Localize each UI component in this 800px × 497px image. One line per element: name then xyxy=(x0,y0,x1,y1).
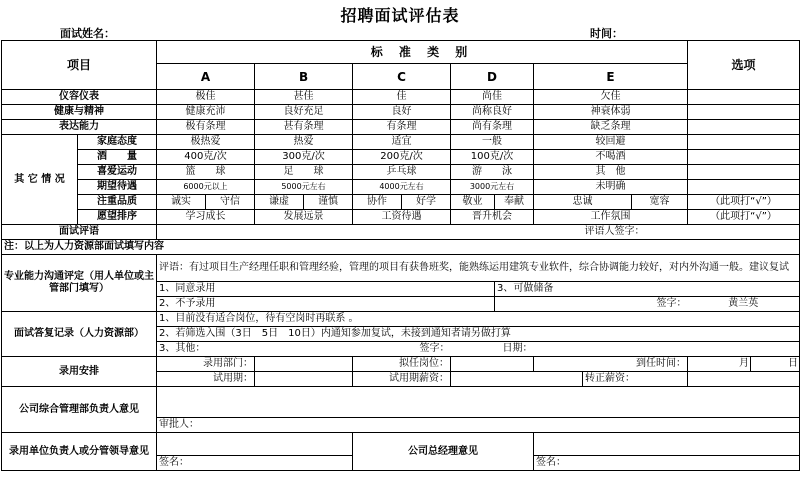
row-label: 喜爱运动 xyxy=(78,165,157,180)
interview-comment-label: 面试评语 xyxy=(2,225,157,240)
quality-option[interactable]: 宽容 xyxy=(632,195,688,210)
interviewee-name-label: 面试姓名： xyxy=(60,27,115,40)
row-sports xyxy=(2,165,800,180)
cell-d[interactable]: 游 泳 xyxy=(451,165,534,180)
cell-d[interactable]: 100克/次 xyxy=(451,150,534,165)
option-cell[interactable] xyxy=(688,135,800,150)
cell-a[interactable]: 400克/次 xyxy=(157,150,255,165)
grade-d: D xyxy=(451,64,534,90)
hire-dept-label: 录用部门： xyxy=(157,357,255,372)
row-quality xyxy=(2,195,800,210)
row-label: 健康与精神 xyxy=(2,105,157,120)
interview-comment-field[interactable] xyxy=(157,225,583,240)
option-cell[interactable] xyxy=(688,120,800,135)
wish-option[interactable]: 发展远景 xyxy=(255,210,353,225)
col-standard-header: 标 准 类 别 xyxy=(157,41,688,64)
probation-salary-label: 试用期薪资： xyxy=(353,372,451,387)
cell-e[interactable]: 欠佳 xyxy=(534,90,688,105)
cell-d[interactable]: 一般 xyxy=(451,135,534,150)
sign-label: 签字： xyxy=(495,297,688,312)
unit-opinion-field[interactable] xyxy=(157,433,353,456)
option-reserve[interactable]: 3、可做储备 xyxy=(495,282,800,297)
row-label: 仪容仪表 xyxy=(2,90,157,105)
regular-salary-label: 转正薪资： xyxy=(583,372,688,387)
row-alcohol xyxy=(2,150,800,165)
wish-option[interactable]: 工资待遇 xyxy=(353,210,451,225)
hr-note: 注：以上为人力资源部面试填写内容 xyxy=(2,240,800,255)
cell-b[interactable]: 热爱 xyxy=(255,135,353,150)
cell-a[interactable]: 6000元以上 xyxy=(157,180,255,195)
row-wish xyxy=(2,210,800,225)
reexam-line-1[interactable]: 1、目前没有适合岗位，待有空岗时再联系 。 xyxy=(157,312,800,327)
cell-e[interactable]: 其 他 xyxy=(534,165,688,180)
quality-option[interactable]: 好学 xyxy=(402,195,451,210)
row-hire-1 xyxy=(2,357,800,372)
quality-option[interactable]: 奉献 xyxy=(495,195,534,210)
quality-option[interactable]: 忠诚 xyxy=(534,195,632,210)
cell-d[interactable]: 尚称良好 xyxy=(451,105,534,120)
row-note xyxy=(2,240,800,255)
cell-a[interactable]: 极佳 xyxy=(157,90,255,105)
row-unit-opinion xyxy=(2,433,800,456)
cell-b[interactable]: 甚有条理 xyxy=(255,120,353,135)
probation-label: 试用期： xyxy=(157,372,255,387)
reexam-sign-label: 签字： xyxy=(353,342,451,357)
cell-a[interactable]: 健康充沛 xyxy=(157,105,255,120)
option-cell[interactable] xyxy=(688,90,800,105)
row-label: 表达能力 xyxy=(2,120,157,135)
hire-position-label: 拟任岗位： xyxy=(353,357,451,372)
col-item-header: 项目 xyxy=(2,41,157,90)
gm-opinion-field[interactable] xyxy=(534,433,800,456)
reexam-date-field[interactable] xyxy=(534,342,800,357)
professional-comment[interactable]: 评语：有过项目生产经理任职和管理经验，管理的项目有获鲁班奖，能熟练运用建筑专业软件，综合协调能力较好，对内外沟通一般。建议复试 xyxy=(157,255,800,282)
option-cell[interactable] xyxy=(688,105,800,120)
row-label: 期望待遇 xyxy=(78,180,157,195)
row-interview-comment xyxy=(2,225,800,240)
cell-c[interactable]: 200克/次 xyxy=(353,150,451,165)
hire-arrangement-label: 录用安排 xyxy=(2,357,157,387)
admin-opinion-field[interactable] xyxy=(157,387,800,418)
reexam-record-label: 面试答复记录（人力资源部） xyxy=(2,312,157,357)
cell-b[interactable]: 良好充足 xyxy=(255,105,353,120)
probation-field[interactable] xyxy=(255,372,353,387)
cell-b[interactable]: 甚佳 xyxy=(255,90,353,105)
grade-e: E xyxy=(534,64,688,90)
option-reject[interactable]: 2、不予录用 xyxy=(157,297,495,312)
row-expression xyxy=(2,120,800,135)
col-options-header: 选项 xyxy=(688,41,800,90)
cell-d[interactable]: 尚有条理 xyxy=(451,120,534,135)
cell-e[interactable]: 不喝酒 xyxy=(534,150,688,165)
other-situation-label: 其 它 情 况 xyxy=(2,135,78,225)
wish-option[interactable]: 晋升机会 xyxy=(451,210,534,225)
cell-c[interactable]: 适宜 xyxy=(353,135,451,150)
row-label: 注重品质 xyxy=(78,195,157,210)
row-label: 家庭态度 xyxy=(78,135,157,150)
hire-arrival-label: 到任时间： xyxy=(534,357,688,372)
row-label: 愿望排序 xyxy=(78,210,157,225)
cell-d[interactable]: 尚佳 xyxy=(451,90,534,105)
quality-note: （此项打“√”） xyxy=(688,195,800,210)
grade-c: C xyxy=(353,64,451,90)
row-label: 酒 量 xyxy=(78,150,157,165)
professional-eval-label: 专业能力沟通评定（用人单位或主管部门填写） xyxy=(2,255,157,312)
probation-salary-field[interactable] xyxy=(451,372,583,387)
unit-leader-opinion-label: 录用单位负责人或分管领导意见 xyxy=(2,433,157,471)
cell-c[interactable]: 佳 xyxy=(353,90,451,105)
quality-option[interactable]: 敬业 xyxy=(451,195,495,210)
row-admin-opinion xyxy=(2,387,800,418)
cell-c[interactable]: 有条理 xyxy=(353,120,451,135)
cell-b[interactable]: 300克/次 xyxy=(255,150,353,165)
row-reexam-1 xyxy=(2,312,800,327)
hire-dept-field[interactable] xyxy=(255,357,353,372)
hire-day[interactable]: 日 xyxy=(751,357,800,372)
unit-signature[interactable]: 签名： xyxy=(157,456,353,471)
quality-option[interactable]: 谨慎 xyxy=(304,195,353,210)
cell-e[interactable]: 未明确 xyxy=(534,180,688,195)
quality-option[interactable]: 守信 xyxy=(206,195,255,210)
grade-b: B xyxy=(255,64,353,90)
reexam-other[interactable]: 3、其他： xyxy=(157,342,353,357)
hire-position-field[interactable] xyxy=(451,357,534,372)
grade-a: A xyxy=(157,64,255,90)
cell-c[interactable]: 4000元左右 xyxy=(353,180,451,195)
hire-month[interactable]: 月 xyxy=(688,357,751,372)
cell-c[interactable]: 乒乓球 xyxy=(353,165,451,180)
cell-a[interactable]: 极有条理 xyxy=(157,120,255,135)
cell-e[interactable]: 神衰体弱 xyxy=(534,105,688,120)
regular-salary-field[interactable] xyxy=(688,372,800,387)
form-title: 招聘面试评估表 xyxy=(340,6,460,25)
row-health xyxy=(2,105,800,120)
evaluation-table xyxy=(1,40,800,471)
row-family xyxy=(2,135,800,150)
signer-name: 黄兰英 xyxy=(688,297,800,312)
time-label: 时间： xyxy=(590,27,623,40)
wish-note: （此项打“√”） xyxy=(688,210,800,225)
quality-option[interactable]: 协作 xyxy=(353,195,402,210)
cell-e[interactable]: 较回避 xyxy=(534,135,688,150)
cell-a[interactable]: 极热爱 xyxy=(157,135,255,150)
option-cell[interactable] xyxy=(688,150,800,165)
quality-option[interactable]: 诚实 xyxy=(157,195,206,210)
rater-signature[interactable]: 评语人签字： xyxy=(583,225,800,240)
wish-option[interactable]: 工作氛围 xyxy=(534,210,688,225)
quality-option[interactable]: 谦虚 xyxy=(255,195,304,210)
admin-dept-opinion-label: 公司综合管理部负责人意见 xyxy=(2,387,157,433)
admin-approver[interactable]: 审批人： xyxy=(157,418,800,433)
cell-e[interactable]: 缺乏条理 xyxy=(534,120,688,135)
option-agree-hire[interactable]: 1、同意录用 xyxy=(157,282,495,297)
option-cell[interactable] xyxy=(688,165,800,180)
row-professional-comment xyxy=(2,255,800,282)
row-salary xyxy=(2,180,800,195)
cell-b[interactable]: 5000元左右 xyxy=(255,180,353,195)
gm-opinion-label: 公司总经理意见 xyxy=(353,433,534,471)
option-cell[interactable] xyxy=(688,180,800,195)
cell-c[interactable]: 良好 xyxy=(353,105,451,120)
wish-option[interactable]: 学习成长 xyxy=(157,210,255,225)
row-appearance xyxy=(2,90,800,105)
reexam-date-label: 日期： xyxy=(451,342,534,357)
cell-d[interactable]: 3000元左右 xyxy=(451,180,534,195)
cell-a[interactable]: 篮 球 xyxy=(157,165,255,180)
gm-signature[interactable]: 签名： xyxy=(534,456,800,471)
cell-b[interactable]: 足 球 xyxy=(255,165,353,180)
reexam-line-2[interactable]: 2、若筛选入围（3日 5日 10日）内通知参加复试，未接到通知者请另做打算 xyxy=(157,327,800,342)
